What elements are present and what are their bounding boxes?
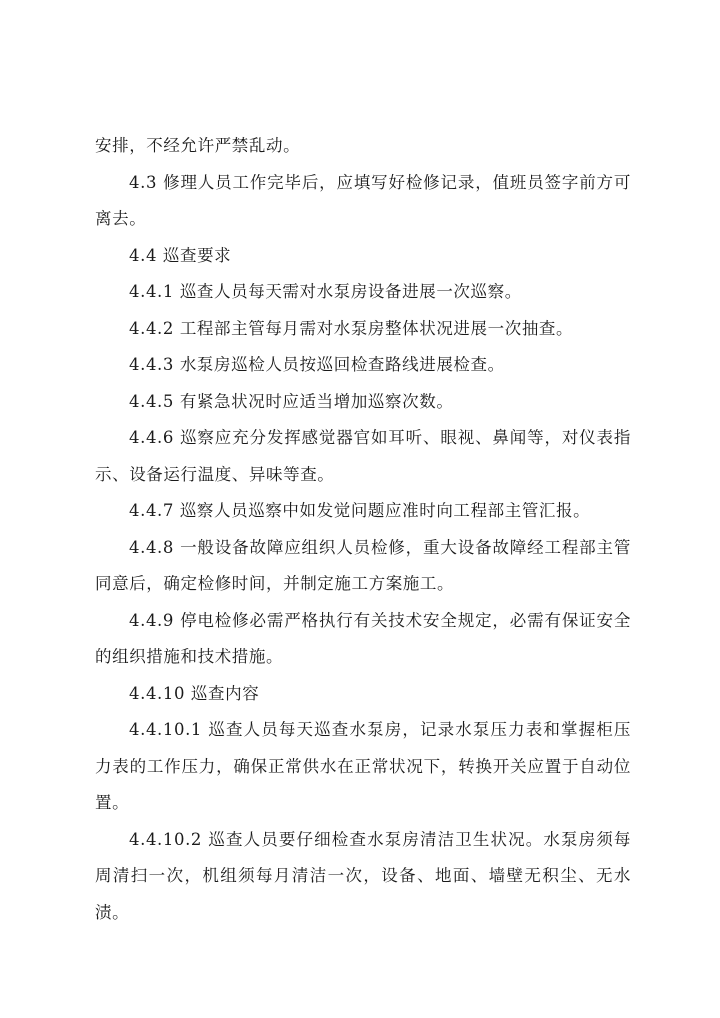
paragraph-4-4-10-2: 4.4.10.2 巡查人员要仔细检查水泵房清洁卫生状况。水泵房须每周清扫一次，机组须每月清洁一次，设备、地面、墙壁无积尘、无水渍。 <box>95 829 631 922</box>
document-body <box>95 128 631 931</box>
paragraph-4-4-5: 4.4.5 有紧急状况时应适当增加巡察次数。 <box>129 391 454 411</box>
paragraph-4-4-2: 4.4.2 工程部主管每月需对水泵房整体状况进展一次抽查。 <box>129 318 574 338</box>
heading-4-4-10: 4.4.10 巡查内容 <box>129 683 260 703</box>
paragraph-4-4-6: 4.4.6 巡察应充分发挥感觉器官如耳听、眼视、鼻闻等，对仪表指示、设备运行温度、异味等查。 <box>95 428 631 484</box>
paragraph-4-4-1: 4.4.1 巡查人员每天需对水泵房设备进展一次巡察。 <box>129 282 522 301</box>
paragraph-4-4-9: 4.4.9 停电检修必需严格执行有关技术安全规定，必需有保证安全的组织措施和技术措施。 <box>95 610 631 666</box>
paragraph-4-4-10-1: 4.4.10.1 巡查人员每天巡查水泵房，记录水泵压力表和掌握柜压力表的工作压力，确保正常供水在正常状况下，转换开关应置于自动位置。 <box>95 720 631 812</box>
heading-4-4: 4.4 巡查要求 <box>129 245 232 265</box>
paragraph-4-3: 4.3 修理人员工作完毕后，应填写好检修记录，值班员签字前方可离去。 <box>95 172 631 228</box>
paragraph-4-4-7: 4.4.7 巡察人员巡察中如发觉问题应准时向工程部主管汇报。 <box>129 501 591 520</box>
paragraph-continuation: 安排，不经允许严禁乱动。 <box>95 136 301 155</box>
paragraph-4-4-3: 4.4.3 水泵房巡检人员按巡回检查路线进展检查。 <box>129 355 505 374</box>
paragraph-4-4-8: 4.4.8 一般设备故障应组织人员检修，重大设备故障经工程部主管同意后，确定检修时间，并制定施工方案施工。 <box>95 537 631 593</box>
